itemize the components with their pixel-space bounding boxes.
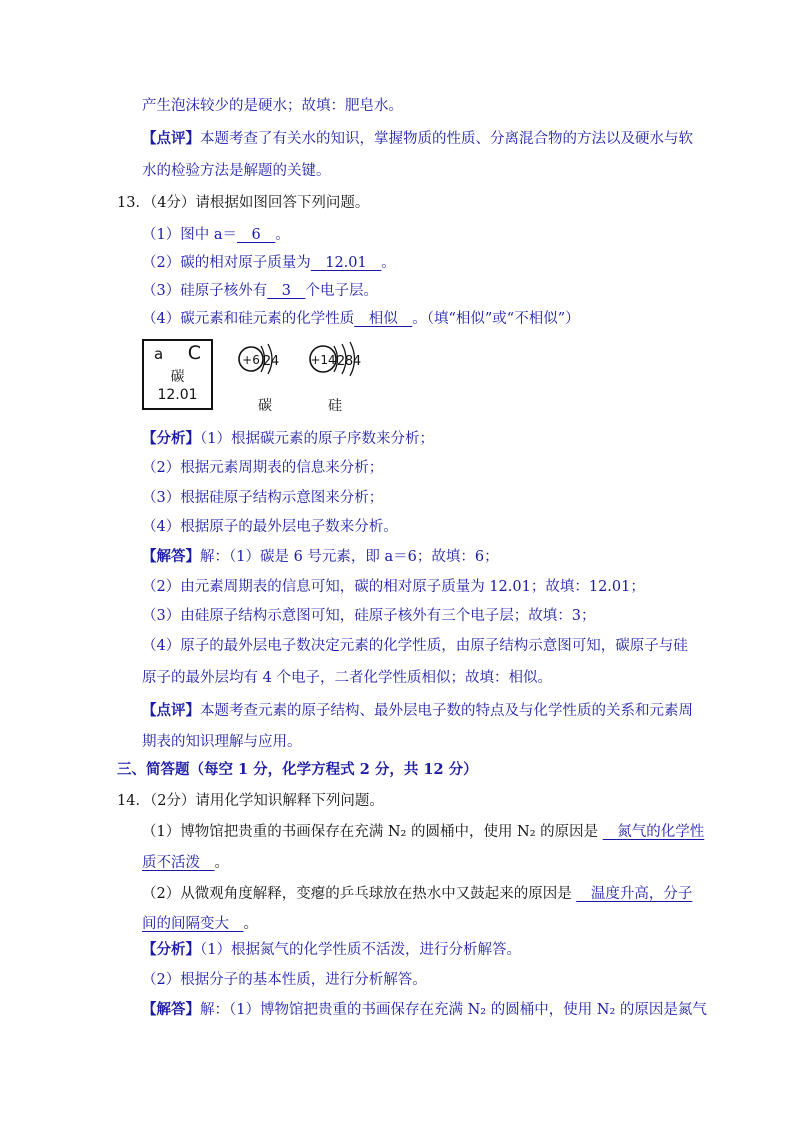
carbon-nucleus-charge: +6 xyxy=(242,353,260,367)
section-heading: 三、简答题（每空 1 分，化学方程式 2 分，共 12 分） xyxy=(117,761,478,778)
analysis-paragraph xyxy=(142,940,521,960)
carbon-shell-2-count: 4 xyxy=(270,354,280,369)
question-14-part-1-continued xyxy=(142,853,229,873)
question-14-part-1 xyxy=(142,822,704,842)
question-13-part-2 xyxy=(142,253,396,273)
question-14: 14．（2分）请用化学知识解释下列问题。 xyxy=(117,793,384,809)
text-line: （2）根据元素周期表的信息来分析； xyxy=(142,460,384,476)
review-tag: 【点评】 xyxy=(142,702,200,719)
carbon-shell-1-count: 2 xyxy=(262,354,272,369)
text-line: （3）根据硅原子结构示意图来分析； xyxy=(142,490,384,506)
silicon-shell-3-count: 4 xyxy=(352,354,362,369)
silicon-caption: 硅 xyxy=(328,398,342,414)
answer-shells: __3__ xyxy=(267,283,306,299)
answer-similar: __相似__ xyxy=(354,311,413,327)
review-paragraph xyxy=(142,701,693,721)
text-line: 期表的知识理解与应用。 xyxy=(142,734,302,750)
text: 。 xyxy=(275,227,290,243)
solution-tag: 【解答】 xyxy=(142,1001,200,1018)
review-paragraph xyxy=(142,129,693,149)
analysis-tag: 【分析】 xyxy=(142,430,200,447)
text-line: 水的检验方法是解题的关键。 xyxy=(142,163,331,179)
solution-paragraph xyxy=(142,547,499,567)
carbon-caption: 碳 xyxy=(258,398,272,414)
answer-nitrogen-cont: 质不活泼__ xyxy=(142,855,215,871)
text-line: （3）由硅原子结构示意图可知，硅原子核外有三个电子层；故填：3； xyxy=(142,608,596,624)
text: 。 xyxy=(214,855,229,871)
text-line: （2）根据分子的基本性质，进行分析解答。 xyxy=(142,972,427,988)
text: （4）碳元素和硅元素的化学性质 xyxy=(142,311,355,327)
text-line: 原子的最外层均有 4 个电子，二者化学性质相似；故填：相似。 xyxy=(142,670,552,686)
question-13-part-1 xyxy=(142,225,290,245)
text: （2）从微观角度解释，变瘪的乒乓球放在热水中又鼓起来的原因是 xyxy=(142,886,572,902)
text: 个电子层。 xyxy=(305,283,378,299)
text: 解：（1）博物馆把贵重的书画保存在充满 N₂ 的圆桶中，使用 N₂ 的原因是氮气 xyxy=(200,1002,707,1018)
question-14-part-2 xyxy=(142,884,692,904)
text: （1）博物馆把贵重的书画保存在充满 N₂ 的圆桶中，使用 N₂ 的原因是 xyxy=(142,824,599,840)
text-line: （4）根据原子的最外层电子数来分析。 xyxy=(142,519,398,535)
atomic-mass: 12.01 xyxy=(157,387,198,403)
text: 。（填“相似”或“不相似”） xyxy=(412,311,580,327)
answer-a: __6__ xyxy=(236,227,276,243)
carbon-atom-diagram xyxy=(239,344,279,374)
text: （2）碳的相对原子质量为 xyxy=(142,255,311,271)
answer-pingpong-cont: 间的间隔变大__ xyxy=(142,916,244,932)
answer-nitrogen: __氮气的化学性 xyxy=(602,824,705,840)
text: 。 xyxy=(381,255,396,271)
review-tag: 【点评】 xyxy=(142,130,200,147)
analysis-tag: 【分析】 xyxy=(142,941,200,958)
answer-pingpong: __温度升高，分子 xyxy=(576,886,693,902)
element-name: 碳 xyxy=(170,369,185,385)
text-line: 产生泡沫较少的是硬水；故填：肥皂水。 xyxy=(142,98,403,114)
text: （1）图中 a＝ xyxy=(142,227,237,243)
question-13: 13．（4分）请根据如图回答下列问题。 xyxy=(117,195,370,211)
text: 解：（1）碳是 6 号元素，即 a＝6；故填：6； xyxy=(200,549,499,565)
solution-paragraph xyxy=(142,1000,707,1020)
atomic-structure-figure xyxy=(142,337,382,415)
text: 本题考查元素的原子结构、最外层电子数的特点及与化学性质的关系和元素周 xyxy=(200,703,693,719)
text: 。 xyxy=(243,916,258,932)
answer-mass: __12.01__ xyxy=(310,255,382,271)
question-14-part-2-continued xyxy=(142,914,258,934)
silicon-shell-1-count: 2 xyxy=(336,354,346,369)
silicon-atom-diagram xyxy=(310,342,361,376)
element-symbol: C xyxy=(187,342,201,364)
silicon-shell-2-count: 8 xyxy=(344,354,354,369)
question-13-part-4 xyxy=(142,309,580,329)
text: （3）硅原子核外有 xyxy=(142,283,268,299)
atomic-number-label: a xyxy=(154,345,164,363)
text: （1）根据氮气的化学性质不活泼，进行分析解答。 xyxy=(200,942,521,958)
text-line: 本题考查了有关水的知识，掌握物质的性质、分离混合物的方法以及硬水与软 xyxy=(200,131,693,147)
text-line: （2）由元素周期表的信息可知，碳的相对原子质量为 12.01；故填：12.01； xyxy=(142,579,645,595)
solution-tag: 【解答】 xyxy=(142,548,200,565)
question-13-part-3 xyxy=(142,281,378,301)
text: （1）根据碳元素的原子序数来分析； xyxy=(200,431,434,447)
silicon-nucleus-charge: +14 xyxy=(310,353,336,367)
analysis-paragraph xyxy=(142,429,434,449)
text-line: （4）原子的最外层电子数决定元素的化学性质，由原子结构示意图可知，碳原子与硅 xyxy=(142,638,688,654)
